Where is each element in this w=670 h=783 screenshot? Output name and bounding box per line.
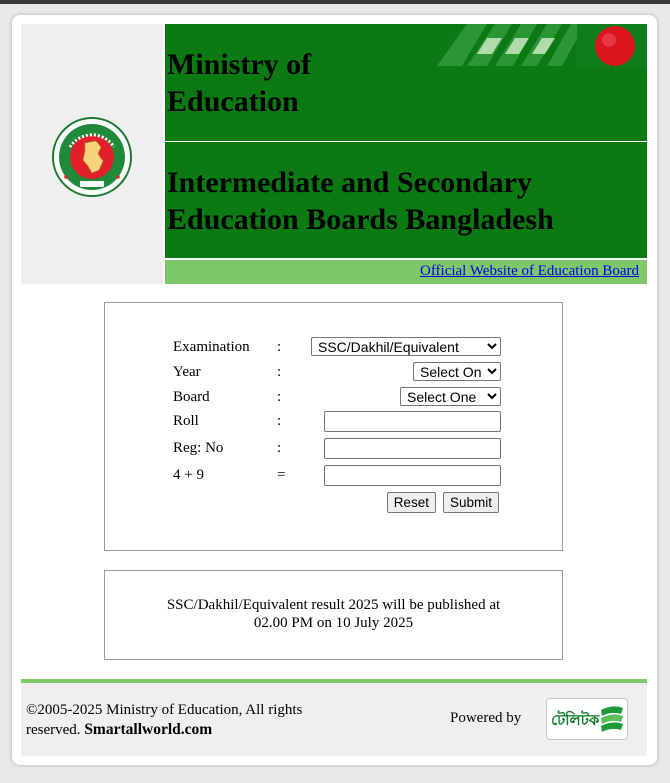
submit-button[interactable]: Submit bbox=[443, 492, 499, 513]
teletalk-mark-icon bbox=[599, 704, 625, 734]
board-select[interactable] bbox=[400, 387, 501, 406]
header-title-panel bbox=[165, 24, 647, 141]
page-subtitle: Intermediate and Secondary Education Boards Bangladesh bbox=[167, 166, 554, 236]
year-select[interactable] bbox=[413, 362, 501, 381]
board-separator: : bbox=[277, 389, 282, 405]
reg-no-separator: : bbox=[277, 440, 282, 456]
form-buttons bbox=[384, 492, 499, 513]
roll-input[interactable] bbox=[324, 411, 501, 432]
notice-box bbox=[104, 570, 563, 660]
flag-decoration-icon bbox=[417, 24, 647, 66]
official-website-link[interactable]: Official Website of Education Board bbox=[419, 263, 639, 279]
copyright-site: Smartallworld.com bbox=[84, 721, 213, 738]
browser-top-bar bbox=[0, 0, 670, 4]
examination-select[interactable] bbox=[311, 337, 501, 356]
notice-line-1: SSC/Dakhil/Equivalent result 2025 will be published at bbox=[166, 597, 501, 613]
header-link-bar bbox=[165, 260, 647, 284]
captcha-row bbox=[173, 465, 501, 487]
captcha-separator: = bbox=[277, 467, 286, 483]
captcha-input[interactable] bbox=[324, 465, 501, 486]
board-row bbox=[173, 387, 501, 409]
roll-separator: : bbox=[277, 413, 282, 429]
footer bbox=[21, 683, 647, 756]
powered-by-label: Powered by bbox=[450, 710, 522, 726]
roll-row bbox=[173, 411, 501, 433]
captcha-label: 4 + 9 bbox=[173, 467, 204, 483]
reg-no-input[interactable] bbox=[324, 438, 501, 459]
examination-label: Examination bbox=[173, 339, 250, 355]
copyright-line: ©2005-2025 Ministry of Education, All rights reserved. bbox=[26, 702, 303, 738]
header bbox=[21, 24, 647, 284]
year-separator: : bbox=[277, 364, 282, 380]
examination-row bbox=[173, 337, 501, 359]
board-label: Board bbox=[173, 389, 210, 405]
notice-line-2: 02.00 PM on 10 July 2025 bbox=[253, 615, 414, 631]
teletalk-logo-text: টেলিটক bbox=[551, 711, 600, 729]
page-card bbox=[12, 15, 657, 765]
copyright-text bbox=[26, 701, 346, 740]
reg-no-label: Reg: No bbox=[173, 440, 224, 456]
roll-label: Roll bbox=[173, 413, 199, 429]
bangladesh-government-seal-icon bbox=[52, 117, 132, 197]
logo-cell bbox=[21, 24, 163, 284]
teletalk-logo[interactable] bbox=[546, 698, 628, 740]
result-form bbox=[104, 302, 563, 551]
reg-no-row bbox=[173, 438, 501, 460]
year-row bbox=[173, 362, 501, 384]
year-label: Year bbox=[173, 364, 201, 380]
reset-button[interactable]: Reset bbox=[387, 492, 436, 513]
examination-separator: : bbox=[277, 339, 282, 355]
page-title: Ministry of Education bbox=[167, 48, 312, 118]
notice-text bbox=[105, 596, 562, 632]
header-subtitle-panel bbox=[165, 142, 647, 258]
